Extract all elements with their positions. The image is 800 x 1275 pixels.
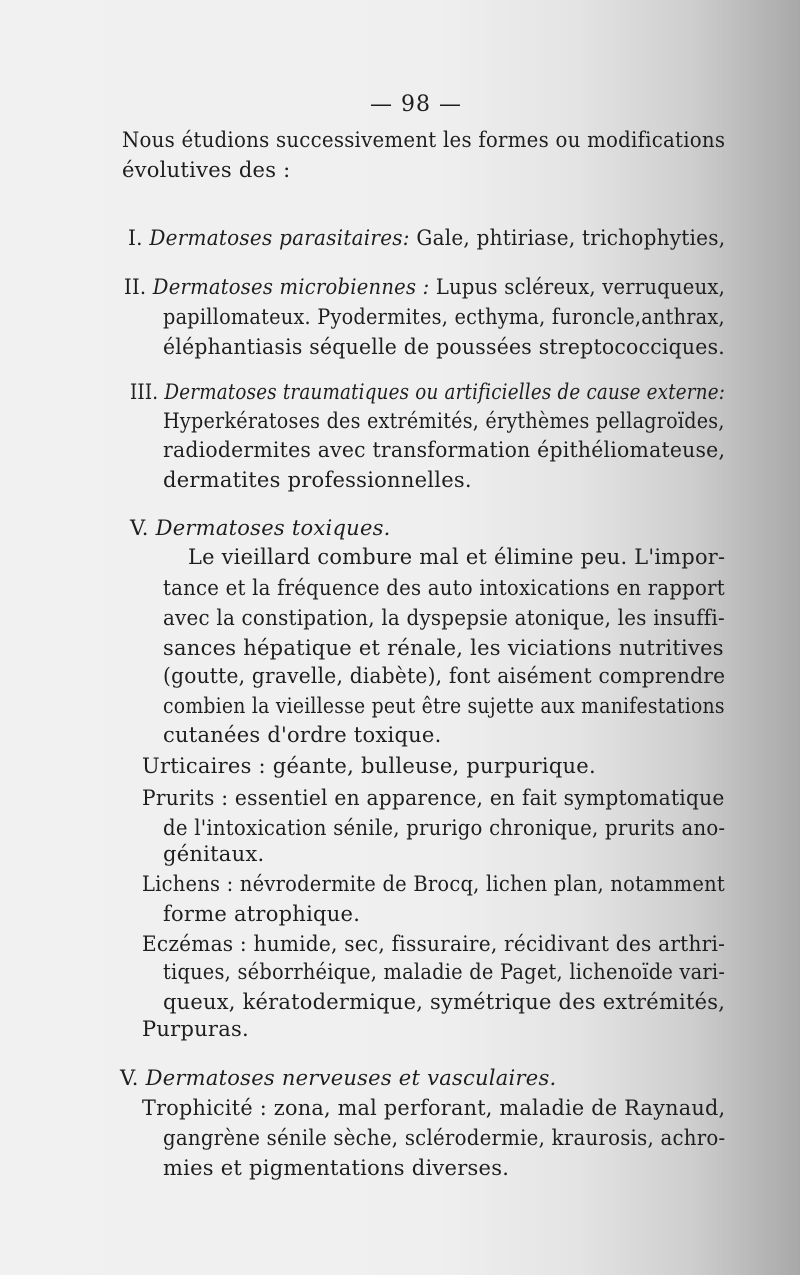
- lichens-line-2: forme atrophique.: [163, 902, 361, 926]
- eczemas-line-2: tiques, séborrhéique, maladie de Paget, lichenoïde vari-: [163, 960, 726, 984]
- section-4-line-1: [130, 514, 391, 542]
- section-5-text-2: gangrène sénile sèche, sclérodermie, kraurosis, achro-: [163, 1126, 726, 1150]
- section-4-text-3: avec la constipation, la dyspepsie atonique, les insuffi-: [163, 606, 725, 630]
- section-4-text-6: combien la vieillesse peut être sujette aux manifestations: [163, 694, 725, 718]
- section-4-heading: Dermatoses toxiques.: [155, 516, 391, 540]
- section-5-text-3: mies et pigmentations diverses.: [163, 1156, 510, 1180]
- page-number: — 98 —: [370, 92, 462, 117]
- section-1-line-1: [128, 224, 725, 252]
- intro-line-1: Nous étudions successivement les formes ou modifications: [122, 128, 726, 152]
- section-4-text-1: Le vieillard combure mal et élimine peu. L'impor-: [188, 545, 726, 569]
- section-3-text-1: Hyperkératoses des extrémités, érythèmes pellagroïdes,: [163, 409, 725, 433]
- section-3-line-1: [130, 378, 725, 406]
- section-1-heading: Dermatoses parasitaires:: [149, 226, 410, 250]
- section-4-text-5: (goutte, gravelle, diabète), font aisément comprendre: [163, 664, 726, 688]
- section-2-numeral: II.: [124, 275, 147, 299]
- section-2-text-3: éléphantiasis séquelle de poussées streptococciques.: [163, 335, 726, 359]
- section-2-text-1: Lupus scléreux, verruqueux,: [429, 275, 726, 299]
- section-5-heading: Dermatoses nerveuses et vasculaires.: [145, 1066, 557, 1090]
- eczemas-line-1: Eczémas : humide, sec, fissuraire, récidivant des arthri-: [142, 932, 726, 956]
- eczemas-line-3: queux, kératodermique, symétrique des extrémités,: [163, 990, 726, 1014]
- section-2-line-1: [124, 273, 725, 301]
- urticaires-line: Urticaires : géante, bulleuse, purpurique.: [142, 754, 596, 778]
- lichens-line-1: Lichens : névrodermite de Brocq, lichen plan, notamment: [142, 872, 725, 896]
- purpuras-line: Purpuras.: [142, 1017, 249, 1041]
- section-5-numeral: V.: [120, 1066, 139, 1090]
- section-3-text-3: dermatites professionnelles.: [163, 468, 472, 492]
- section-3-heading: Dermatoses traumatiques ou artificielles de cause externe:: [164, 380, 726, 404]
- section-1-numeral: I.: [128, 226, 143, 250]
- section-4-text-2: tance et la fréquence des auto intoxications en rapport: [163, 576, 725, 600]
- intro-line-2: évolutives des :: [122, 158, 291, 182]
- prurits-line-1: Prurits : essentiel en apparence, en fait symptomatique: [142, 786, 725, 810]
- section-4-numeral: V.: [130, 516, 149, 540]
- section-4-text-7: cutanées d'ordre toxique.: [163, 723, 442, 747]
- section-1-text-1: Gale, phtiriase, trichophyties,: [409, 226, 726, 250]
- section-5-line-1: [120, 1064, 556, 1092]
- section-5-text-1: Trophicité : zona, mal perforant, maladie de Raynaud,: [142, 1096, 726, 1120]
- section-2-text-2: papillomateux. Pyodermites, ecthyma, furoncle,anthrax,: [163, 305, 725, 329]
- section-3-text-2: radiodermites avec transformation épithéliomateuse,: [163, 438, 726, 462]
- prurits-line-3: génitaux.: [163, 842, 265, 866]
- prurits-line-2: de l'intoxication sénile, prurigo chronique, prurits ano-: [163, 816, 726, 840]
- section-4-text-4: sances hépatique et rénale, les viciations nutritives: [163, 636, 724, 660]
- section-2-heading: Dermatoses microbiennes :: [152, 275, 430, 299]
- section-3-numeral: III.: [130, 380, 159, 404]
